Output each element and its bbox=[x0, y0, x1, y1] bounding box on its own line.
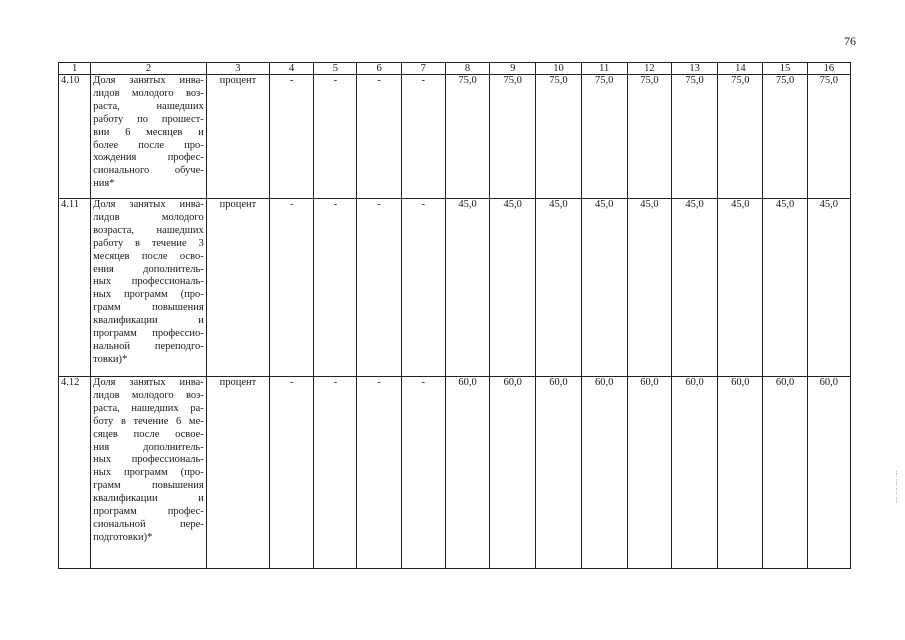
page-number: 76 bbox=[844, 34, 856, 48]
value-cell: 75,0 bbox=[718, 75, 763, 199]
value-cell: 60,0 bbox=[490, 377, 536, 569]
empty-value-cell: - bbox=[270, 199, 314, 377]
indicator-name-line: ных программ (про- bbox=[93, 467, 204, 479]
indicator-name-line: Доля занятых инва- bbox=[93, 75, 204, 86]
indicator-name-line: Доля занятых инва- bbox=[93, 377, 204, 388]
indicator-name-line: лидов молодого bbox=[93, 211, 204, 223]
indicator-name-line: лидов молодого воз- bbox=[93, 87, 204, 99]
value-cell: 75,0 bbox=[627, 75, 671, 199]
value-cell: 45,0 bbox=[536, 199, 581, 377]
indicator-name-line: раста, нашедших bbox=[93, 100, 204, 112]
indicator-name-line: вии 6 месяцев и bbox=[93, 126, 204, 138]
value-cell: 75,0 bbox=[490, 75, 536, 199]
value-cell: 60,0 bbox=[672, 377, 718, 569]
empty-value-cell: - bbox=[270, 377, 314, 569]
column-header-15: 15 bbox=[763, 63, 807, 75]
value-cell: 75,0 bbox=[763, 75, 807, 199]
value-cell: 45,0 bbox=[672, 199, 718, 377]
value-cell: 45,0 bbox=[807, 199, 850, 377]
indicator-name bbox=[91, 199, 207, 377]
indicator-name-line: сиональной пере- bbox=[93, 518, 204, 530]
indicator-name-line: ных программ (про- bbox=[93, 289, 204, 301]
indicator-name-line: товки)* bbox=[93, 353, 128, 365]
value-cell: 60,0 bbox=[445, 377, 489, 569]
indicator-name-line: ных профессиональ- bbox=[93, 276, 204, 288]
column-header-3: 3 bbox=[206, 63, 269, 75]
indicator-name-line: ния дополнитель- bbox=[93, 441, 204, 453]
empty-value-cell: - bbox=[357, 75, 401, 199]
row-number: 4.10 bbox=[59, 75, 91, 199]
empty-value-cell: - bbox=[314, 75, 357, 199]
indicator-name-line: хождения профес- bbox=[93, 152, 204, 164]
indicator-name-line: ных профессиональ- bbox=[93, 454, 204, 466]
value-cell: 45,0 bbox=[445, 199, 489, 377]
empty-value-cell: - bbox=[314, 377, 357, 569]
empty-value-cell: - bbox=[401, 377, 445, 569]
indicator-name-line: месяцев после осво- bbox=[93, 250, 204, 262]
value-cell: 60,0 bbox=[807, 377, 850, 569]
empty-value-cell: - bbox=[270, 75, 314, 199]
indicator-name-line: лидов молодого воз- bbox=[93, 389, 204, 401]
indicator-name-line: Доля занятых инва- bbox=[93, 199, 204, 210]
value-cell: 75,0 bbox=[445, 75, 489, 199]
row-number: 4.11 bbox=[59, 199, 91, 377]
value-cell: 60,0 bbox=[627, 377, 671, 569]
column-header-12: 12 bbox=[627, 63, 671, 75]
empty-value-cell: - bbox=[314, 199, 357, 377]
value-cell: 60,0 bbox=[763, 377, 807, 569]
value-cell: 45,0 bbox=[718, 199, 763, 377]
empty-value-cell: - bbox=[357, 377, 401, 569]
indicator-name-line: ения дополнитель- bbox=[93, 263, 204, 275]
row-number: 4.12 bbox=[59, 377, 91, 569]
value-cell: 45,0 bbox=[763, 199, 807, 377]
unit-cell: процент bbox=[206, 199, 269, 377]
indicator-name-line: более после про- bbox=[93, 139, 204, 151]
column-header-11: 11 bbox=[581, 63, 627, 75]
indicator-name-line: квалификации и bbox=[93, 493, 204, 505]
indicators-table bbox=[58, 62, 851, 569]
table-row bbox=[59, 377, 851, 569]
column-header-1: 1 bbox=[59, 63, 91, 75]
column-header-2: 2 bbox=[91, 63, 207, 75]
table-body bbox=[59, 75, 851, 569]
value-cell: 45,0 bbox=[627, 199, 671, 377]
indicator-name-line: программ профес- bbox=[93, 506, 204, 518]
value-cell: 45,0 bbox=[581, 199, 627, 377]
indicator-name-line: грамм повышения bbox=[93, 302, 204, 314]
indicator-name-line: квалификации и bbox=[93, 315, 204, 327]
unit-cell: процент bbox=[206, 75, 269, 199]
empty-value-cell: - bbox=[401, 75, 445, 199]
indicator-name-line: сяцев после освое- bbox=[93, 428, 204, 440]
column-header-6: 6 bbox=[357, 63, 401, 75]
empty-value-cell: - bbox=[357, 199, 401, 377]
value-cell: 45,0 bbox=[490, 199, 536, 377]
indicator-name-line: боту в течение 6 ме- bbox=[93, 415, 204, 427]
column-header-9: 9 bbox=[490, 63, 536, 75]
value-cell: 75,0 bbox=[672, 75, 718, 199]
value-cell: 60,0 bbox=[536, 377, 581, 569]
column-header-7: 7 bbox=[401, 63, 445, 75]
indicator-name-line: работу в течение 3 bbox=[93, 237, 204, 249]
value-cell: 75,0 bbox=[536, 75, 581, 199]
value-cell: 60,0 bbox=[718, 377, 763, 569]
margin-stamp-mark: ⋯ ⋯ ⋯ ⋯ bbox=[893, 470, 901, 504]
indicator-name-line: сионального обуче- bbox=[93, 165, 204, 177]
indicator-name-line: возраста, нашедших bbox=[93, 224, 204, 236]
value-cell: 75,0 bbox=[807, 75, 850, 199]
column-header-8: 8 bbox=[445, 63, 489, 75]
table-row bbox=[59, 75, 851, 199]
column-header-5: 5 bbox=[314, 63, 357, 75]
value-cell: 60,0 bbox=[581, 377, 627, 569]
column-header-10: 10 bbox=[536, 63, 581, 75]
indicator-name bbox=[91, 377, 207, 569]
indicator-name-line: нальной переподго- bbox=[93, 340, 204, 352]
value-cell: 75,0 bbox=[581, 75, 627, 199]
table-row bbox=[59, 199, 851, 377]
indicator-name-line: программ профессио- bbox=[93, 328, 204, 340]
unit-cell: процент bbox=[206, 377, 269, 569]
column-header-13: 13 bbox=[672, 63, 718, 75]
column-header-14: 14 bbox=[718, 63, 763, 75]
indicator-name-line: ния* bbox=[93, 178, 115, 190]
indicator-name-line: работу по прошест- bbox=[93, 113, 204, 125]
empty-value-cell: - bbox=[401, 199, 445, 377]
indicator-name-line: раста, нашедших ра- bbox=[93, 402, 204, 414]
indicator-name-line: подготовки)* bbox=[93, 531, 153, 543]
column-header-4: 4 bbox=[270, 63, 314, 75]
column-number-row bbox=[59, 63, 851, 75]
indicator-name-line: грамм повышения bbox=[93, 480, 204, 492]
column-header-16: 16 bbox=[807, 63, 850, 75]
indicator-name bbox=[91, 75, 207, 199]
